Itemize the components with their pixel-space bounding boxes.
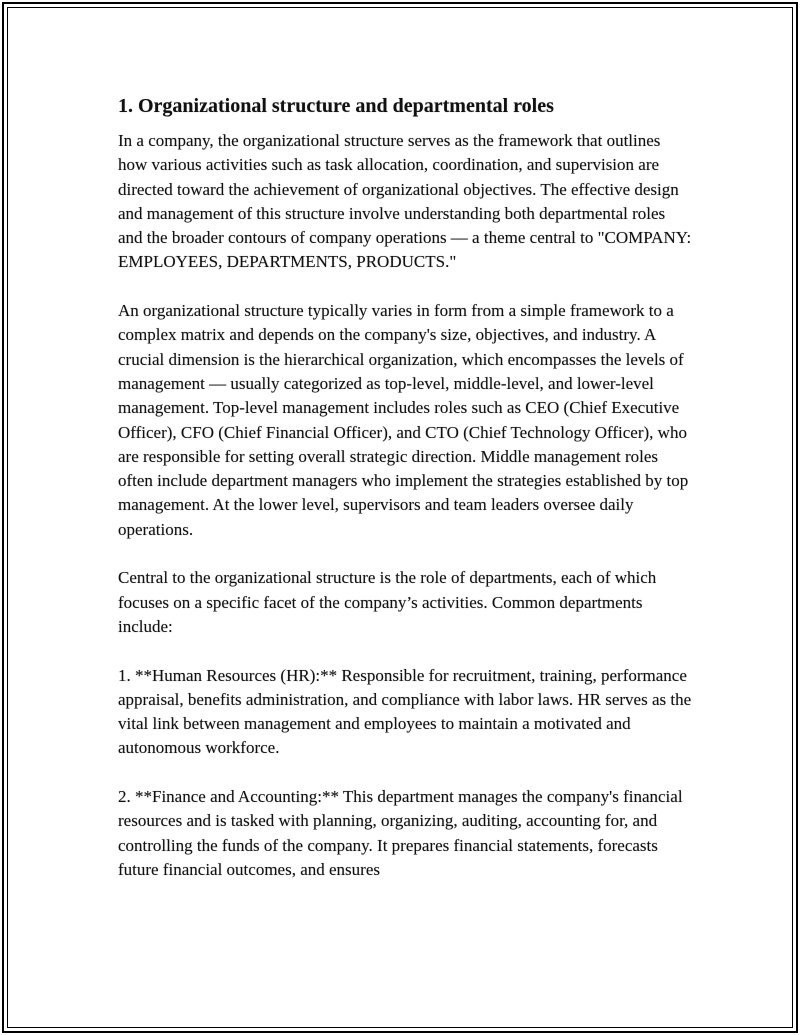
- section-heading: 1. Organizational structure and departmental roles: [118, 95, 554, 117]
- paragraph-hr: 1. **Human Resources (HR):** Responsible for recruitment, training, performance appraisal, benefits administration, and compliance with labor laws. HR serves as the vital link between management and employees to maintain a motivated and autonomous workforce.: [118, 665, 692, 758]
- paragraph-hierarchy: An organizational structure typically varies in form from a simple framework to a complex matrix and depends on the company's size, objectives, and industry. A crucial dimension is the hierarchical organization, which encompasses the levels of management — usually categorized as top-level, middle-level, and lower-level management. Top-level management includes roles such as CEO (Chief Executive Officer), CFO (Chief Financial Officer), and CTO (Chief Technology Officer), who are responsible for setting overall strategic direction. Middle management roles often include department managers who implement the strategies established by top management. At the lower level, supervisors and team leaders oversee daily operations.: [118, 301, 689, 539]
- paragraph-departments: Central to the organizational structure is the role of departments, each of which focuses on a specific facet of the company’s activities. Common departments include:: [118, 568, 657, 636]
- document-body: [118, 93, 693, 907]
- paragraph-finance: 2. **Finance and Accounting:** This department manages the company's financial resources and is tasked with planning, organizing, auditing, accounting for, and controlling the funds of the company. It prepares financial statements, forecasts future financial outcomes, and ensures: [118, 787, 683, 879]
- paragraph-intro: In a company, the organizational structure serves as the framework that outlines how various activities such as task allocation, coordination, and supervision are directed toward the achievement of organizational objectives. The effective design and management of this structure involve understanding both departmental roles and the broader contours of company operations — a theme central to "COMPANY: EMPLOYEES, DEPARTMENTS, PRODUCTS.": [118, 131, 692, 272]
